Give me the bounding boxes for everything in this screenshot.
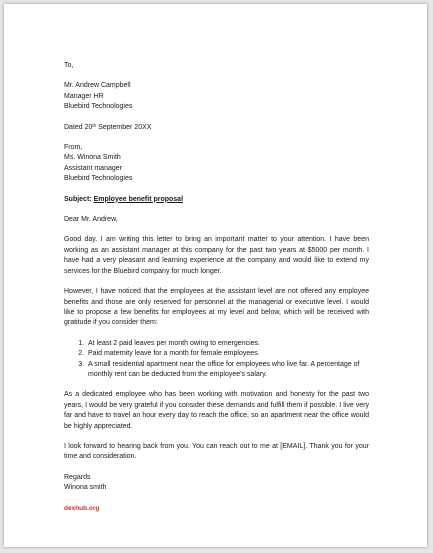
to-label: To, (64, 62, 74, 69)
subject-label: Subject: (64, 195, 94, 203)
benefit-item: 1. At least 2 paid leaves per month owing to emergencies. (86, 339, 369, 349)
benefits-list (64, 339, 369, 381)
date-suffix: th (92, 122, 97, 128)
body-paragraph: However, I have noticed that the employees at the assistant level are not offered any employee benefits and those are only reserved for personnel at the managerial or executive level. I would like to propose a few benefits for employees at my level and below, which will be received with gratitude if you consider them: (64, 288, 369, 327)
to-block (64, 61, 369, 113)
from-label: From, (64, 144, 83, 152)
letter-page (4, 4, 427, 547)
sender-company: Bluebird Technologies (64, 175, 133, 183)
subject-text: Employee benefit proposal (93, 195, 184, 203)
date-rest: September 20XX (96, 123, 152, 131)
sender-title: Assistant manager (64, 164, 122, 172)
recipient-company: Bluebird Technologies (64, 103, 133, 111)
recipient-name: Mr. Andrew Campbell (64, 82, 131, 90)
recipient-title: Manager HR (64, 92, 104, 100)
signature: Winona smith (64, 484, 107, 492)
date-line (64, 123, 369, 133)
benefit-item: 2. Paid maternity leave for a month for female employees. (86, 349, 369, 359)
regards: Regards (64, 473, 91, 481)
from-block (64, 143, 369, 185)
salutation: Dear Mr. Andrew, (64, 216, 118, 224)
footer-brand-link[interactable]: dexhub.org (64, 505, 100, 512)
body-paragraph: Good day. I am writing this letter to bring an important matter to your attention. I have been working as an assistant manager at this company for the past two years at $5000 per month. I have had a very pleasant and learning experience at the company and would like to extend my services for the Bluebird company for much longer. (64, 236, 369, 275)
subject-line (64, 195, 369, 205)
sender-name: Ms. Winona Smith (64, 154, 121, 162)
closing-paragraph: I look forward to hearing back from you. You can reach out to me at [EMAIL]. Thank you for your time and consideration. (64, 442, 369, 461)
date-prefix: Dated 20 (64, 123, 93, 131)
closing-paragraph: As a dedicated employee who has been working with motivation and honesty for the past two years, I would be very grateful if you consider these demands and fulfill them if possible. I live very far and have to travel an hour every day to reach the office, so an apartment near the office would be highly appreciated. (64, 391, 369, 430)
benefit-item: 3. A small residential apartment near the office for employees who live far. A percentage of monthly rent can be deducted from the employee's salary. (86, 360, 369, 381)
